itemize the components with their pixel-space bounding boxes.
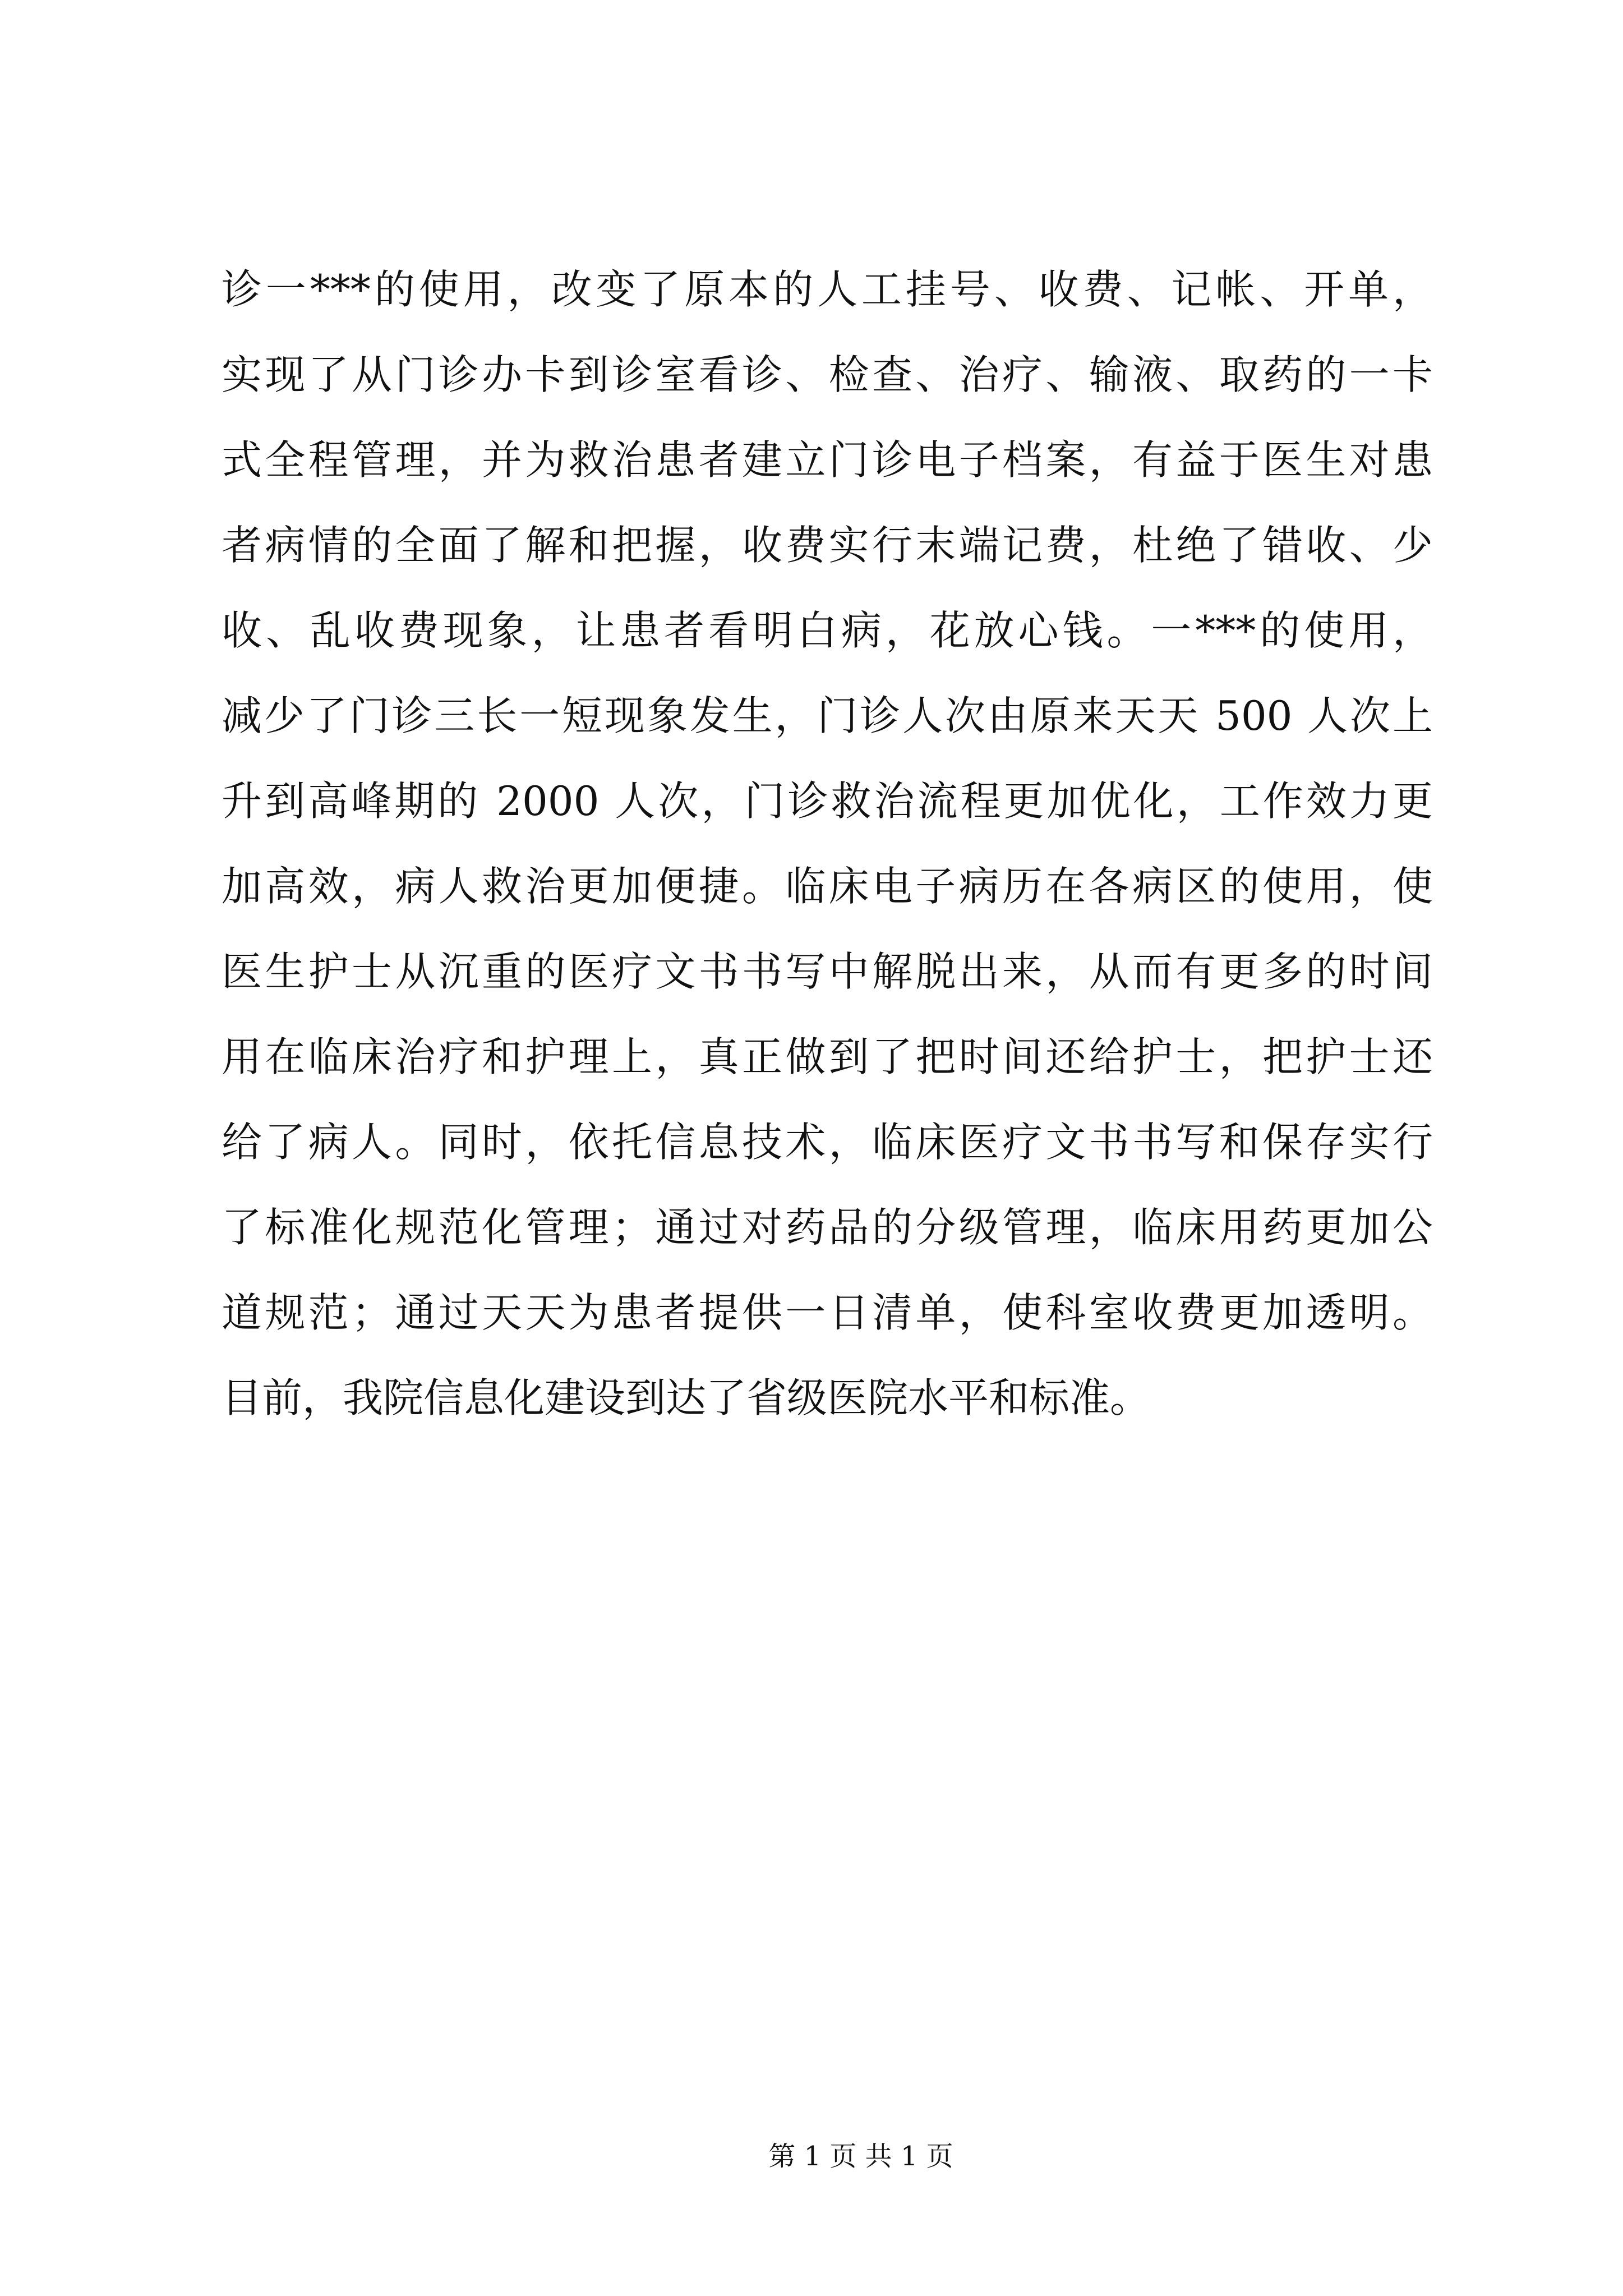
body-text-line: 给了病人。同时，依托信息技术，临床医疗文书书写和保存实行 (222, 1119, 1433, 1166)
body-text-line: 收、乱收费现象，让患者看明白病，花放心钱。一***的使用， (222, 607, 1433, 654)
body-text-line: 加高效，病人救治更加便捷。临床电子病历在各病区的使用，使 (222, 863, 1433, 910)
body-text-line: 式全程管理，并为救治患者建立门诊电子档案，有益于医生对患 (222, 436, 1433, 484)
body-text-line: 医生护士从沉重的医疗文书书写中解脱出来，从而有更多的时间 (222, 948, 1433, 995)
body-text-line: 升到高峰期的 2000 人次，门诊救治流程更加优化，工作效力更 (222, 777, 1433, 825)
page-footer: 第 1 页 共 1 页 (768, 2141, 953, 2172)
body-text-line: 诊一***的使用，改变了原本的人工挂号、收费、记帐、开单， (222, 266, 1433, 313)
body-text-line: 减少了门诊三长一短现象发生，门诊人次由原来天天 500 人次上 (222, 692, 1433, 739)
body-paragraph (222, 247, 1433, 1441)
body-text-line: 用在临床治疗和护理上，真正做到了把时间还给护士，把护士还 (222, 1033, 1433, 1080)
body-text-line: 道规范；通过天天为患者提供一日清单，使科室收费更加透明。 (222, 1289, 1433, 1336)
body-text-line: 了标准化规范化管理；通过对药品的分级管理，临床用药更加公 (222, 1204, 1433, 1251)
body-text-line: 目前，我院信息化建设到达了省级医院水平和标准。 (222, 1374, 1151, 1421)
body-text-line: 者病情的全面了解和把握，收费实行末端记费，杜绝了错收、少 (222, 522, 1433, 569)
body-text-line: 实现了从门诊办卡到诊室看诊、检查、治疗、输液、取药的一卡 (222, 351, 1433, 398)
